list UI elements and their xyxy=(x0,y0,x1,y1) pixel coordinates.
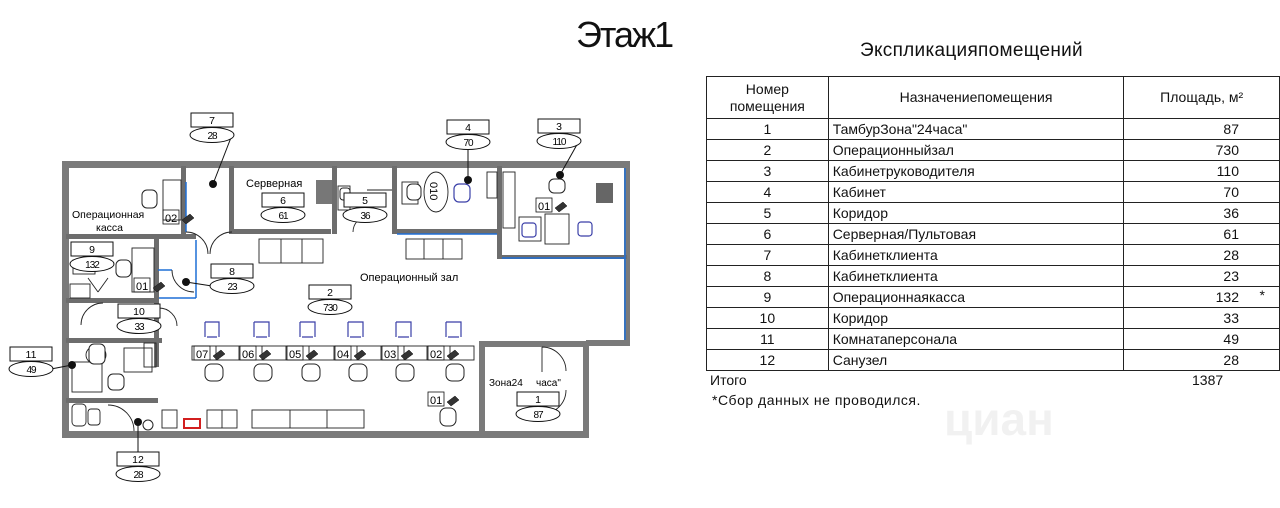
room-marker-12 xyxy=(116,418,160,482)
label-operational-cash-2: касса xyxy=(96,222,124,234)
cell-room-purpose: Операционныйзал xyxy=(828,140,1124,161)
room-marker-area: 28 xyxy=(207,131,217,142)
header-number xyxy=(707,77,829,119)
label-operational-cash: Операционная xyxy=(72,209,145,221)
workstation-number: 02 xyxy=(165,213,178,225)
room-marker-number: 12 xyxy=(132,454,144,466)
header-area: Площадь, м² xyxy=(1124,77,1280,119)
workstation-tag xyxy=(163,210,194,225)
room-marker-area: 132 xyxy=(85,260,99,271)
cell-room-purpose: Кабинетклиента xyxy=(828,266,1124,287)
table-row xyxy=(707,140,1280,161)
cell-room-area: 36 xyxy=(1124,203,1280,224)
room-marker-area: 28 xyxy=(133,470,143,481)
table-row xyxy=(707,161,1280,182)
label-server: Серверная xyxy=(246,178,303,190)
explication-table xyxy=(706,76,1280,371)
header-number-text: Номер помещения xyxy=(729,80,805,114)
workstation-tag xyxy=(427,182,439,200)
cell-room-area: 28 xyxy=(1124,350,1280,371)
label-zone24-b: часа" xyxy=(536,378,561,389)
room-marker-8 xyxy=(182,264,254,294)
room-marker-dot xyxy=(182,278,190,286)
room-marker-dot xyxy=(464,176,472,184)
workstation-number: 06 xyxy=(242,349,255,361)
cell-room-area: 87 xyxy=(1124,119,1280,140)
workstation-tag xyxy=(194,346,225,361)
room-marker-2 xyxy=(308,285,352,315)
drain-symbol xyxy=(143,420,153,430)
workstation-tag xyxy=(134,278,165,293)
footnote: *Сбор данных не проводился. xyxy=(712,392,921,408)
room-marker-dot xyxy=(134,418,142,426)
room-marker-7 xyxy=(190,113,234,188)
cell-room-purpose: ТамбурЗона"24часа" xyxy=(828,119,1124,140)
workstation-tag xyxy=(536,198,567,213)
floor-title: Этаж1 xyxy=(576,14,673,55)
room-marker-area: 49 xyxy=(26,365,36,376)
room-marker-3 xyxy=(537,119,581,179)
workstation-number: 02 xyxy=(430,349,443,361)
room-marker-9 xyxy=(70,242,114,272)
cell-room-number: 9 xyxy=(707,287,829,308)
room-marker-dot xyxy=(209,180,217,188)
room-marker-number: 3 xyxy=(556,121,562,133)
cell-room-number: 2 xyxy=(707,140,829,161)
cell-room-number: 7 xyxy=(707,245,829,266)
glass-partitions xyxy=(158,168,625,340)
cell-room-number: 11 xyxy=(707,329,829,350)
table-row xyxy=(707,350,1280,371)
room-marker-4 xyxy=(446,120,490,184)
room-marker-number: 6 xyxy=(280,195,286,207)
room-marker-number: 11 xyxy=(25,349,37,361)
room-marker-dot xyxy=(556,171,564,179)
workstation-number: 03 xyxy=(384,349,397,361)
room-marker-number: 4 xyxy=(465,122,471,134)
total-value: 1387 xyxy=(1192,372,1224,388)
workstation-number: 01 xyxy=(430,395,443,407)
room-marker-number: 7 xyxy=(209,115,215,127)
table-row xyxy=(707,287,1280,308)
fire-extinguisher-box xyxy=(184,419,200,428)
cell-room-number: 1 xyxy=(707,119,829,140)
cell-room-area: 28 xyxy=(1124,245,1280,266)
workstation-number: 04 xyxy=(337,349,350,361)
cell-room-number: 12 xyxy=(707,350,829,371)
workstation-number: 07 xyxy=(196,349,209,361)
room-marker-area: 36 xyxy=(360,211,370,222)
workstation-tag xyxy=(287,346,318,361)
cell-room-number: 10 xyxy=(707,308,829,329)
room-marker-number: 8 xyxy=(229,266,235,278)
workstation-number: 05 xyxy=(289,349,302,361)
label-operational-hall: Операционный зал xyxy=(360,272,459,284)
workstation-number: 01 xyxy=(538,201,551,213)
workstation-number: 01 xyxy=(136,281,149,293)
room-marker-6 xyxy=(261,193,305,223)
room-marker-number: 1 xyxy=(535,394,541,406)
cell-room-purpose: Кабинет xyxy=(828,182,1124,203)
table-row xyxy=(707,308,1280,329)
cell-room-area: 49 xyxy=(1124,329,1280,350)
room-marker-area: 23 xyxy=(227,282,237,293)
room-marker-1 xyxy=(516,392,560,422)
cell-room-purpose: Кабинетруководителя xyxy=(828,161,1124,182)
cell-room-purpose: Коридор xyxy=(828,308,1124,329)
header-purpose: Назначениепомещения xyxy=(828,77,1124,119)
workstation-tag xyxy=(428,392,459,407)
total-label: Итого xyxy=(710,372,747,388)
workstation-tag xyxy=(240,346,271,361)
label-zone24: Зона24 xyxy=(489,378,523,389)
room-marker-number: 9 xyxy=(89,244,95,256)
room-marker-number: 5 xyxy=(362,195,368,207)
table-row xyxy=(707,266,1280,287)
cell-room-number: 8 xyxy=(707,266,829,287)
room-markers xyxy=(9,113,581,482)
workstation-number: 010 xyxy=(427,182,439,201)
cell-room-number: 6 xyxy=(707,224,829,245)
cell-room-purpose: Операционнаякасса xyxy=(828,287,1124,308)
room-marker-area: 87 xyxy=(533,410,543,421)
room-marker-number: 2 xyxy=(327,287,333,299)
table-row xyxy=(707,119,1280,140)
workstation-tag xyxy=(335,346,366,361)
room-marker-area: 730 xyxy=(323,303,337,314)
cell-room-purpose: Кабинетклиента xyxy=(828,245,1124,266)
room-marker-area: 33 xyxy=(134,322,144,333)
explication-title: Экспликацияпомещений xyxy=(860,40,1083,61)
cell-room-number: 5 xyxy=(707,203,829,224)
table-row xyxy=(707,224,1280,245)
cell-room-number: 3 xyxy=(707,161,829,182)
room-marker-area: 70 xyxy=(463,138,473,149)
workstation-tag xyxy=(428,346,459,361)
table-row xyxy=(707,329,1280,350)
cell-room-area: 23 xyxy=(1124,266,1280,287)
watermark-logo: циан xyxy=(944,393,1054,445)
cell-room-purpose: Серверная/Пультовая xyxy=(828,224,1124,245)
cell-room-purpose: Коридор xyxy=(828,203,1124,224)
table-row xyxy=(707,182,1280,203)
cell-room-number: 4 xyxy=(707,182,829,203)
cell-room-purpose: Санузел xyxy=(828,350,1124,371)
cell-room-area: 33 xyxy=(1124,308,1280,329)
room-marker-area: 61 xyxy=(278,211,288,222)
table-row xyxy=(707,203,1280,224)
room-marker-number: 10 xyxy=(133,306,145,318)
room-marker-area: 110 xyxy=(552,137,566,148)
cell-room-area: 730 xyxy=(1124,140,1280,161)
room-marker-dot xyxy=(68,361,76,369)
table-header-row xyxy=(707,77,1280,119)
table-row xyxy=(707,245,1280,266)
footnote-mark: * xyxy=(1259,287,1265,303)
cell-room-area: 132 * xyxy=(1124,287,1280,308)
cell-room-area: 110 xyxy=(1124,161,1280,182)
cell-room-purpose: Комнатаперсонала xyxy=(828,329,1124,350)
cell-room-area: 61 xyxy=(1124,224,1280,245)
workstation-tag xyxy=(382,346,413,361)
cell-room-area: 70 xyxy=(1124,182,1280,203)
